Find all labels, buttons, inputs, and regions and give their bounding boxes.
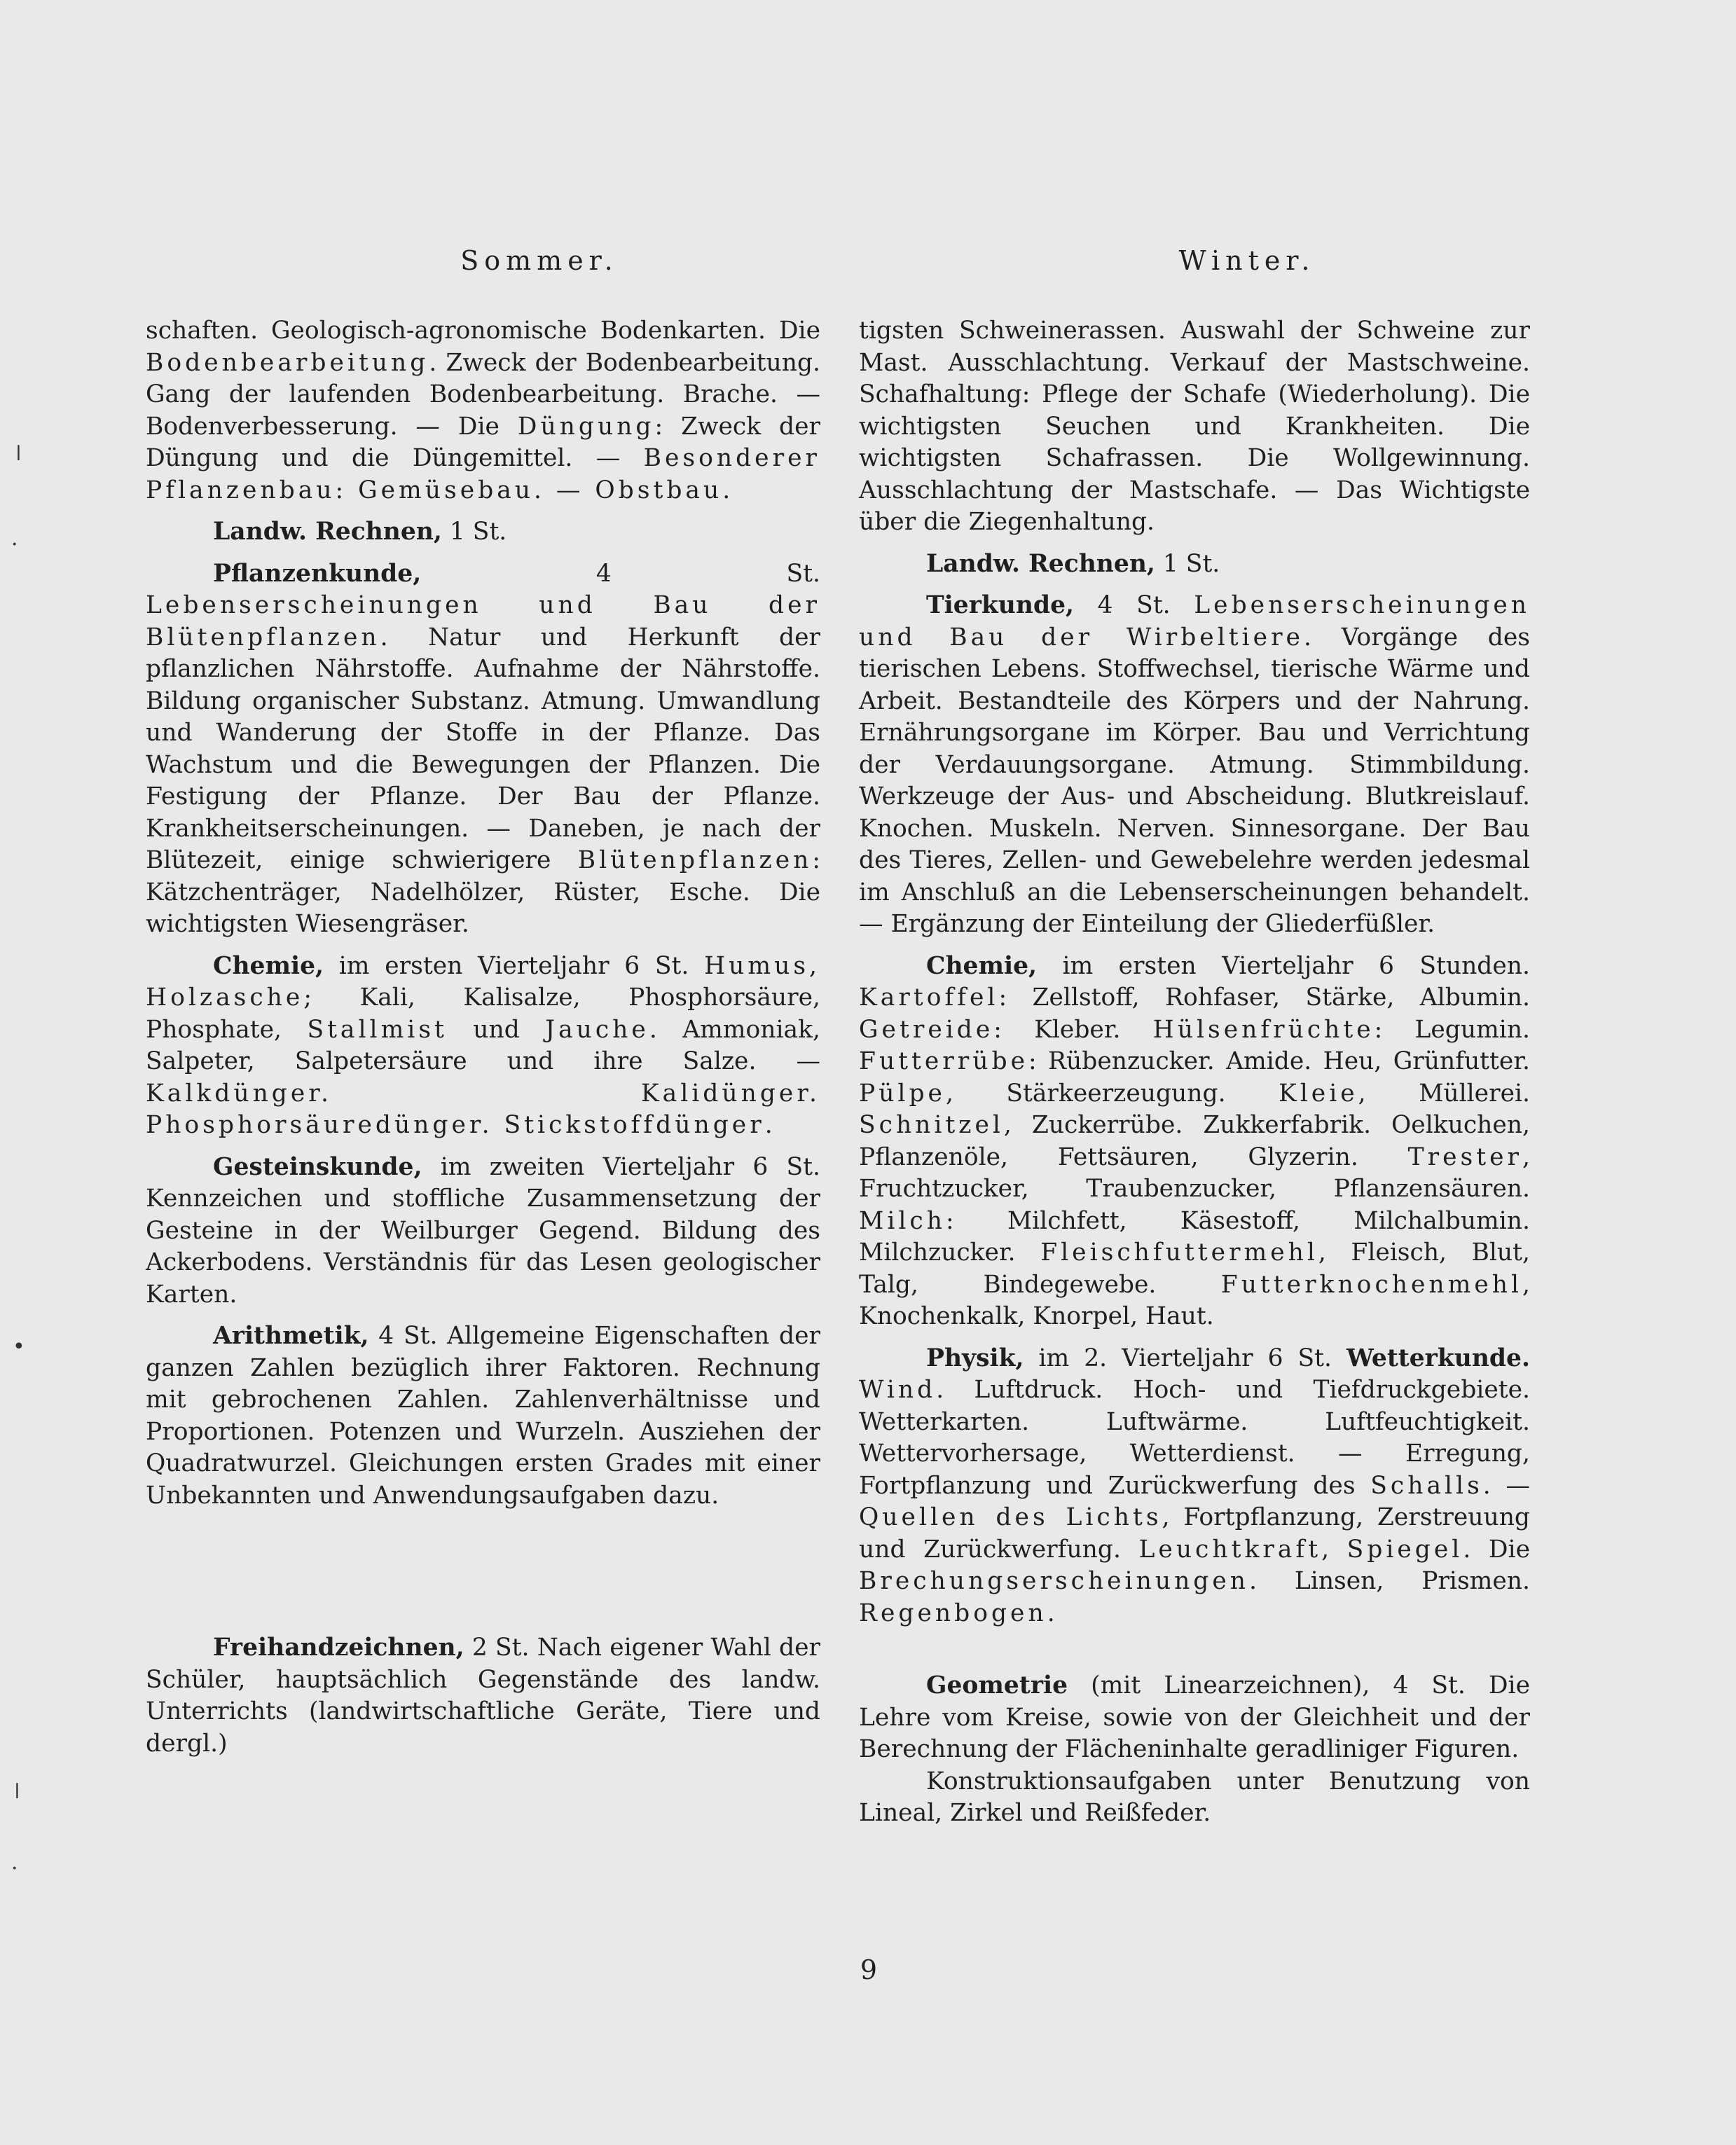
- text: . Ammoniak, Salpeter, Salpetersäure und ihre Salze. —: [146, 1015, 820, 1075]
- text: und: [447, 1015, 546, 1044]
- paragraph-arithmetik: [146, 1320, 820, 1512]
- section-heading: Wetterkunde.: [1346, 1344, 1530, 1372]
- spaced-term: Lebenserscheinungen und Bau der Wirbeltiere: [859, 591, 1530, 651]
- spaced-term: Wind: [859, 1376, 937, 1404]
- spaced-term: Düngung: [517, 412, 655, 441]
- text: im ersten Vierteljahr 6 Stunden.: [1037, 951, 1530, 980]
- spacer: [859, 1629, 1530, 1660]
- spaced-term: Jauche: [545, 1015, 649, 1044]
- section-heading: Landw. Rechnen,: [213, 518, 442, 546]
- text: ; Kali, Kalisalze, Phosphorsäure, Phosphate,: [146, 984, 820, 1044]
- paragraph-rechnen: [859, 549, 1530, 581]
- margin-speck: ·: [11, 1856, 18, 1881]
- section-heading: Gesteinskunde,: [213, 1152, 422, 1181]
- text: , Müllerei.: [1358, 1079, 1531, 1108]
- paragraph-geometrie: [859, 1670, 1530, 1766]
- paragraph-physik: [859, 1343, 1530, 1630]
- text: 4 St.: [1074, 591, 1194, 619]
- text: 4 St. Allgemeine Eigenschaften der ganzen Zahlen bezüglich ihrer Faktoren. Rechnung mit gebrochenen Zahlen. Zahlenverhältnisse und Proportionen. Potenzen und Wurzeln. Ausziehen der Quadratwurzel. Gleichungen ersten Grades mit einer Unbekannten und Anwendungsaufgaben dazu.: [146, 1322, 820, 1510]
- column-header-winter: Winter.: [1178, 245, 1316, 276]
- spaced-term: Schalls: [1370, 1471, 1483, 1500]
- spaced-term: Humus, Holzasche: [146, 951, 820, 1012]
- spaced-term: Regenbogen: [859, 1599, 1047, 1627]
- paragraph-bodenkunde: [146, 315, 820, 506]
- text: : Zellstoff, Rohfaser, Stärke, Albumin.: [998, 984, 1530, 1012]
- text: , Zuckerrübe. Zukkerfabrik. Oelkuchen, Pflanzenöle, Fettsäuren, Glyzerin.: [859, 1111, 1530, 1171]
- text: . —: [1482, 1471, 1530, 1500]
- column-header-sommer: Sommer.: [460, 245, 619, 276]
- spaced-term: Bodenbearbeitung: [146, 348, 429, 377]
- text: , Fleisch, Blut, Talg, Bindegewebe.: [859, 1239, 1530, 1299]
- text: (mit Linearzeichnen), 4 St. Die Lehre vom Kreise, sowie von der Gleichheit und der Berechnung der Flächeninhalte geradliniger Figuren.: [859, 1671, 1530, 1763]
- section-heading: Chemie,: [213, 951, 324, 980]
- margin-speck: ǀ: [14, 1779, 20, 1804]
- spaced-term: Brechungserscheinungen: [859, 1567, 1250, 1595]
- section-heading: Physik,: [926, 1344, 1024, 1372]
- paragraph-gesteinskunde: [146, 1152, 820, 1311]
- text: im zweiten Vierteljahr 6 St. Kennzeichen und stoffliche Zusammensetzung der Gesteine in der Weilburger Gegend. Bildung des Ackerbodens. Verständnis für das Lesen geologischer Karten.: [146, 1152, 820, 1309]
- text: : Milchfett, Käsestoff, Milchalbumin. Milchzucker.: [859, 1206, 1530, 1267]
- section-heading: Freihandzeichnen,: [213, 1634, 464, 1662]
- text: .: [764, 1111, 773, 1139]
- text: , Fortpflanzung, Zerstreuung und Zurückwerfung.: [859, 1503, 1530, 1564]
- text: im 2. Vierteljahr 6 St.: [1024, 1344, 1346, 1372]
- paragraph-tierkunde: [859, 590, 1530, 941]
- paragraph-tierhaltung: tigsten Schweinerassen. Auswahl der Schweine zur Mast. Ausschlachtung. Verkauf der Mastschweine. Schafhaltung: Pflege der Schafe (Wiederholung). Die wichtigsten Seuchen und Krankheiten. Die wichtigsten Schafrassen. Die Wollgewinnung. Ausschlachtung der Mastschafe. — Das Wichtigste über die Ziegenhaltung.: [859, 317, 1530, 536]
- paragraph-freihandzeichnen: [146, 1632, 820, 1760]
- spaced-term: Trester: [1407, 1143, 1523, 1171]
- spaced-term: Schnitzel: [859, 1111, 1004, 1139]
- text: . Zweck der Bodenbearbeitung. Gang der laufenden Bodenbearbeitung. Brache. — Bodenverbesserung. — Die: [146, 348, 820, 441]
- text: 1 St.: [1155, 549, 1220, 578]
- text: . Die: [1463, 1535, 1530, 1564]
- text: : Kätzchenträger, Nadelhölzer, Rüster, Esche. Die wichtigsten Wiesengräser.: [146, 846, 820, 938]
- text: im ersten Vierteljahr 6 St.: [324, 951, 705, 980]
- text: , Stärkeerzeugung.: [945, 1079, 1279, 1108]
- spaced-term: Milch: [859, 1206, 946, 1235]
- section-heading: Chemie,: [926, 951, 1038, 980]
- spaced-term: Futterknochenmehl: [1220, 1270, 1523, 1299]
- section-heading: Landw. Rechnen,: [926, 549, 1155, 578]
- text: 1 St.: [441, 518, 507, 546]
- text: schaften. Geologisch-agronomische Bodenkarten. Die: [146, 317, 820, 345]
- text: ,: [1321, 1535, 1347, 1564]
- paragraph-rechnen: [146, 516, 820, 549]
- paragraph-konstruktion: Konstruktionsaufgaben unter Benutzung von Lineal, Zirkel und Reißfeder.: [859, 1767, 1530, 1827]
- spaced-term: Stallmist: [307, 1015, 448, 1044]
- column-sommer: [146, 315, 820, 1760]
- spaced-term: Kartoffel: [859, 984, 999, 1012]
- section-heading: Arithmetik,: [213, 1322, 369, 1350]
- margin-speck: ǀ: [15, 441, 22, 466]
- spacer: [146, 1512, 820, 1622]
- spaced-term: Getreide: [859, 1015, 994, 1044]
- text: . Vorgänge des tierischen Lebens. Stoffwechsel, tierische Wärme und Arbeit. Bestandteile des Körpers und der Nahrung. Ernährungsorgane im Körper. Bau und Verrichtung der Verdauungsorgane. Atmung. Stimmbildung. Werkzeuge der Aus- und Abscheidung. Blutkreislauf. Knochen. Muskeln. Nerven. Sinnesorgane. Der Bau des Tieres, Zellen- und Gewebelehre werden jedesmal im Anschluß an die Lebenserscheinungen behandelt. — Ergänzung der Einteilung der Gliederfüßler.: [859, 623, 1530, 938]
- text: . Natur und Herkunft der pflanzlichen Nährstoffe. Aufnahme der Nährstoffe. Bildung organischer Substanz. Atmung. Umwandlung und Wanderung der Stoffe in der Pflanze. Das Wachstum und die Bewegungen der Pflanzen. Die Festigung der Pflanze. Der Bau der Pflanze. Krankheitserscheinungen. — Daneben, je nach der Blütezeit, einige schwierigere: [146, 623, 820, 874]
- text: : Zweck der Düngung und die Düngemittel. —: [146, 412, 820, 472]
- text: 2 St. Nach eigener Wahl der Schüler, hauptsächlich Gegenstände des landw. Unterrichts (landwirtschaftliche Geräte, Tiere und dergl.): [146, 1634, 820, 1758]
- spaced-term: Fleischfuttermehl: [1040, 1239, 1318, 1267]
- margin-speck: •: [13, 1334, 25, 1359]
- section-heading: Geometrie: [926, 1671, 1068, 1699]
- paragraph-chemie: [859, 951, 1530, 1333]
- section-heading: Pflanzenkunde,: [213, 559, 422, 588]
- spaced-term: Hülsenfrüchte: [1152, 1015, 1375, 1044]
- spaced-term: Blütenpflanzen: [577, 846, 813, 874]
- text: , Fruchtzucker, Traubenzucker, Pflanzensäuren.: [859, 1143, 1530, 1203]
- spaced-term: Pülpe: [859, 1079, 946, 1108]
- spaced-term: Kalkdünger. Kalidünger. Phosphorsäuredünger. Stickstoffdünger: [146, 1079, 820, 1139]
- text: : Kleber.: [993, 1015, 1153, 1044]
- text: .: [1047, 1599, 1055, 1627]
- spaced-term: Quellen des Lichts: [859, 1503, 1162, 1531]
- text: , Knochenkalk, Knorpel, Haut.: [859, 1270, 1530, 1330]
- text: 4 St.: [421, 559, 820, 588]
- paragraph-chemie: [146, 951, 820, 1142]
- text: .: [722, 476, 731, 504]
- spaced-term: Lebenserscheinungen und Bau der Blütenpflanzen: [146, 591, 820, 651]
- paragraph-pflanzenkunde: [146, 558, 820, 941]
- margin-speck: ·: [11, 532, 18, 557]
- text: . Luftdruck. Hoch- und Tiefdruckgebiete. Wetterkarten. Luftwärme. Luftfeuchtigkeit. Wettervorhersage, Wetterdienst. — Erregung, Fortpflanzung und Zurückwerfung des: [859, 1376, 1530, 1500]
- page-number: 9: [860, 1954, 878, 1985]
- spaced-term: Leuchtkraft: [1138, 1535, 1322, 1564]
- column-winter: [859, 315, 1530, 1830]
- text: . Linsen, Prismen.: [1249, 1567, 1530, 1595]
- spaced-term: Spiegel: [1346, 1535, 1463, 1564]
- text: : Rübenzucker. Amide. Heu, Grünfutter.: [1028, 1047, 1530, 1075]
- spaced-term: Futterrübe: [859, 1047, 1029, 1075]
- spaced-term: Besonderer Pflanzenbau: Gemüsebau. — Obstbau: [146, 444, 820, 504]
- text: : Legumin.: [1374, 1015, 1530, 1044]
- spaced-term: Kleie: [1278, 1079, 1358, 1108]
- section-heading: Tierkunde,: [926, 591, 1075, 619]
